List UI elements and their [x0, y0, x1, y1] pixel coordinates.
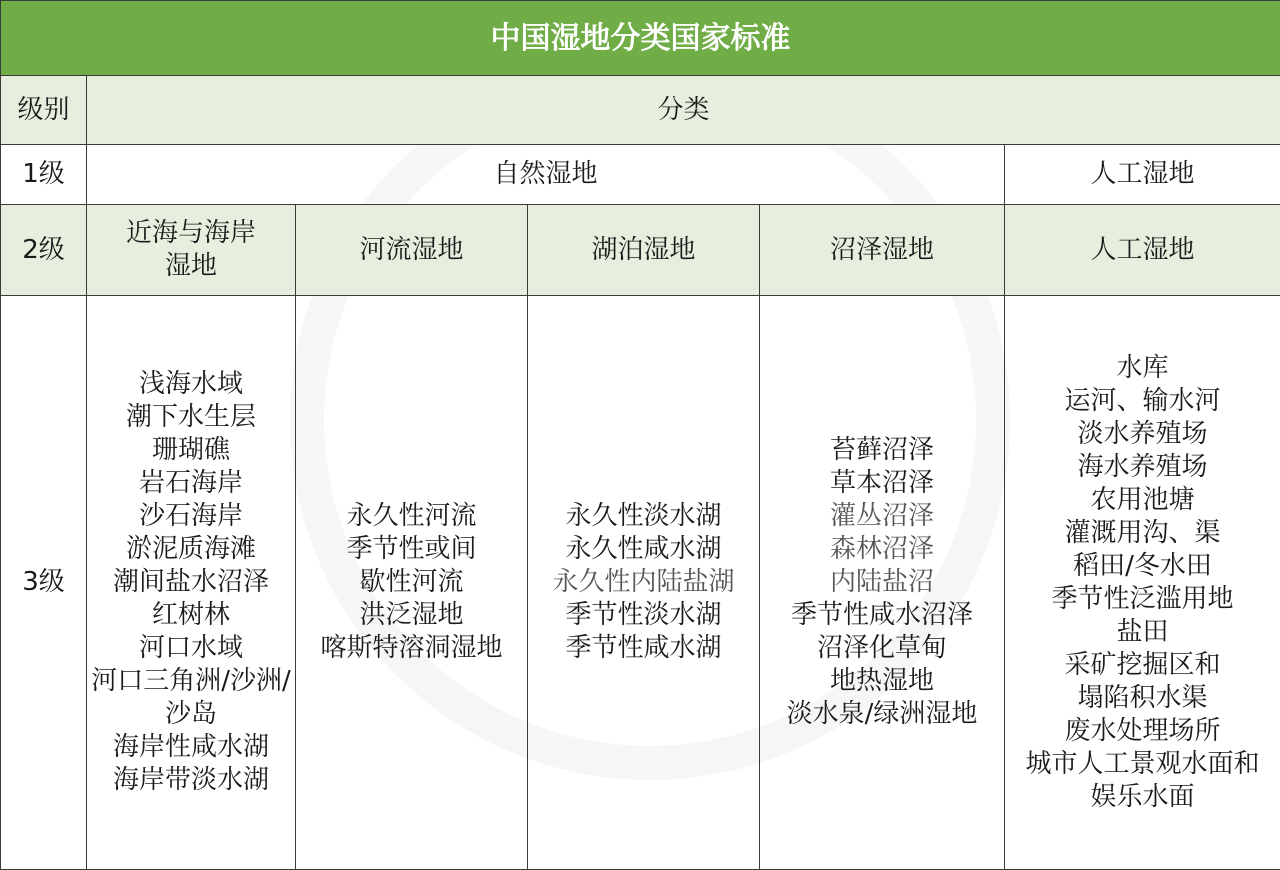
natural-wetland-cell: 自然湿地 — [87, 145, 1005, 205]
level3-artificial-list — [1005, 296, 1280, 870]
list-item: 海岸带淡水湖 — [112, 765, 269, 795]
level3-lake-list — [528, 296, 760, 870]
list-item: 季节性淡水湖 — [565, 600, 722, 630]
list-item: 岩石海岸 — [138, 468, 243, 498]
list-item: 永久性咸水湖 — [565, 534, 722, 564]
level3-label: 3级 — [1, 296, 87, 870]
list-item: 季节性咸水湖 — [565, 633, 722, 663]
list-item: 苔藓沼泽 — [829, 435, 934, 465]
table-title: 中国湿地分类国家标准 — [1, 1, 1280, 76]
level2-label: 2级 — [1, 205, 87, 296]
list-item: 喀斯特溶洞湿地 — [320, 633, 503, 663]
list-item: 内陆盐沼 — [829, 567, 934, 597]
list-item: 季节性泛滥用地 — [1051, 583, 1234, 614]
level1-row — [1, 145, 1280, 205]
list-item: 地热湿地 — [829, 666, 934, 696]
list-item: 城市人工景观水面和娱乐水面 — [1025, 748, 1260, 812]
title-row — [1, 1, 1280, 76]
list-item: 永久性河流 — [346, 501, 477, 531]
level1-label: 1级 — [1, 145, 87, 205]
level2-lake: 湖泊湿地 — [528, 205, 760, 296]
list-item: 草本沼泽 — [829, 468, 934, 498]
list-item: 稻田/冬水田 — [1073, 550, 1212, 581]
list-item: 灌丛沼泽 — [829, 501, 934, 531]
list-item: 水库 — [1116, 352, 1169, 383]
level-header: 级别 — [1, 76, 87, 145]
level2-row — [1, 205, 1280, 296]
class-header: 分类 — [87, 76, 1280, 145]
list-item: 淡水泉/绿洲湿地 — [786, 699, 978, 729]
list-item: 珊瑚礁 — [151, 435, 230, 465]
level2-coastal-text: 近海与海岸湿地 — [125, 218, 256, 281]
list-item: 河口水域 — [138, 633, 243, 663]
level3-marsh-list — [760, 296, 1005, 870]
list-item: 红树林 — [151, 600, 230, 630]
list-item: 海水养殖场 — [1077, 451, 1208, 482]
list-item: 永久性淡水湖 — [565, 501, 722, 531]
list-item: 季节性或间歇性河流 — [346, 534, 477, 597]
list-item: 洪泛湿地 — [359, 600, 464, 630]
list-item: 永久性内陆盐湖 — [552, 567, 735, 597]
list-item: 农用池塘 — [1090, 484, 1195, 515]
artificial-wetland-cell: 人工湿地 — [1005, 145, 1280, 205]
list-item: 季节性咸水沼泽 — [790, 600, 973, 630]
list-item: 灌溉用沟、渠 — [1064, 517, 1221, 548]
level3-row — [1, 296, 1280, 870]
list-item: 潮下水生层 — [125, 402, 256, 432]
list-item: 运河、输水河 — [1064, 385, 1221, 416]
list-item: 淡水养殖场 — [1077, 418, 1208, 449]
list-item: 河口三角洲/沙洲/沙岛 — [91, 666, 291, 729]
level3-river-list — [296, 296, 528, 870]
list-item: 浅海水域 — [138, 369, 243, 399]
list-item: 潮间盐水沼泽 — [112, 567, 269, 597]
list-item: 盐田 — [1116, 616, 1169, 647]
level2-marsh: 沼泽湿地 — [760, 205, 1005, 296]
level3-coastal-list — [87, 296, 296, 870]
level2-artificial: 人工湿地 — [1005, 205, 1280, 296]
list-item: 森林沼泽 — [829, 534, 934, 564]
level2-river: 河流湿地 — [296, 205, 528, 296]
list-item: 海岸性咸水湖 — [112, 732, 269, 762]
list-item: 废水处理场所 — [1064, 715, 1221, 746]
header-row — [1, 76, 1280, 145]
list-item: 沼泽化草甸 — [816, 633, 947, 663]
level2-coastal — [87, 205, 296, 296]
list-item: 沙石海岸 — [138, 501, 243, 531]
list-item: 采矿挖掘区和塌陷积水渠 — [1064, 649, 1221, 713]
list-item: 淤泥质海滩 — [125, 534, 256, 564]
